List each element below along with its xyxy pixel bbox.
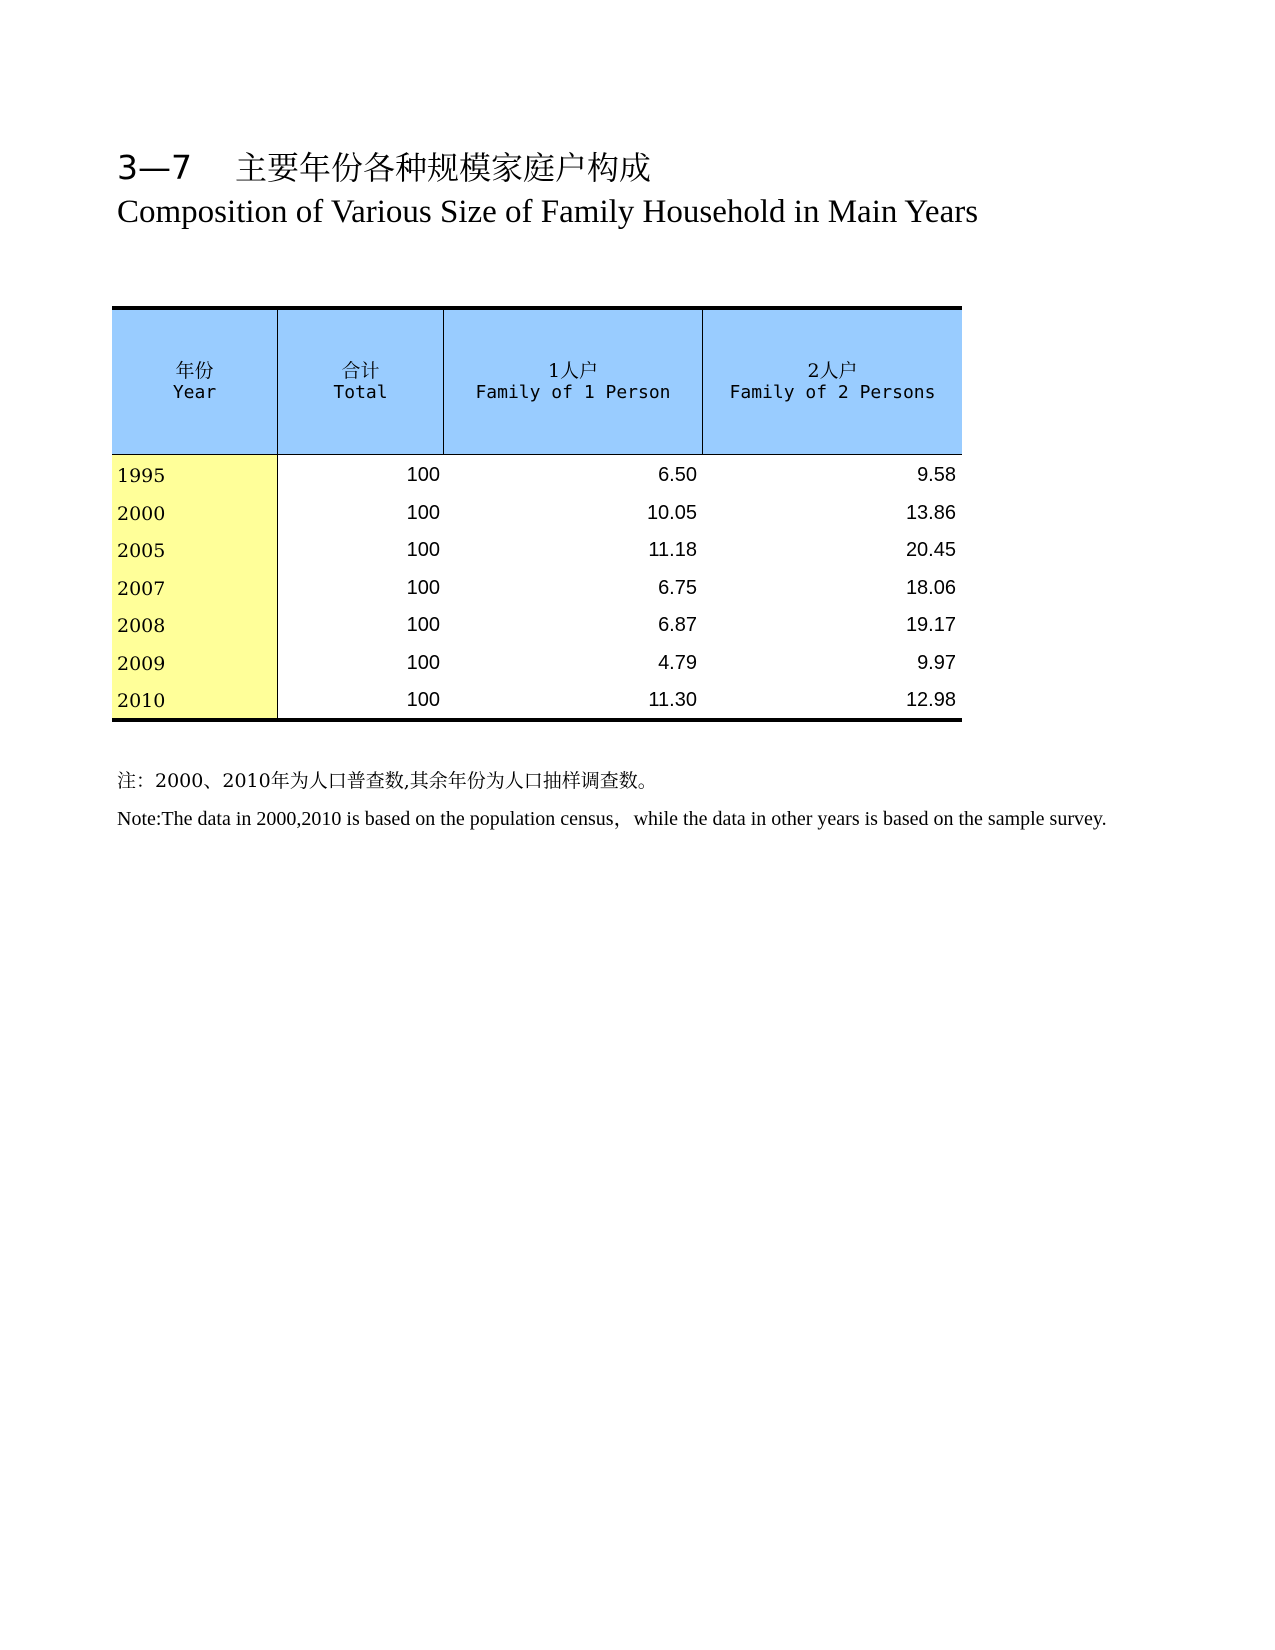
table-header [112, 306, 962, 454]
year-cell: 2000 [117, 502, 166, 525]
title-chinese [117, 146, 651, 190]
one-person-cell: 11.18 [648, 539, 697, 561]
two-persons-cell: 19.17 [905, 614, 956, 636]
header-1-person-cn: 1人户 [547, 360, 599, 382]
header-total-en: Total [333, 382, 388, 403]
table-row [112, 493, 962, 531]
two-persons-cell: 9.58 [917, 464, 956, 486]
header-total-cn: 合计 [341, 360, 380, 382]
title-cn-text: 主要年份各种规模家庭户构成 [235, 149, 652, 187]
one-person-cell: 10.05 [646, 501, 697, 524]
year-cell: 2008 [117, 615, 166, 637]
two-persons-cell: 18.06 [905, 576, 956, 599]
two-persons-cell: 20.45 [905, 539, 956, 561]
note-english: Note:The data in 2000,2010 is based on the population census，while the data in other years is based on the sample survey. [117, 808, 1107, 830]
table-row [112, 530, 962, 568]
header-year-en: Year [172, 382, 217, 403]
one-person-cell: 6.87 [658, 614, 697, 636]
header-2-persons [703, 310, 962, 454]
table-row [112, 680, 962, 718]
year-cell: 1995 [117, 465, 166, 487]
two-persons-cell: 9.97 [917, 651, 956, 674]
year-cell: 2005 [117, 540, 166, 562]
table-row [112, 643, 962, 681]
total-cell: 100 [406, 651, 440, 674]
two-persons-cell: 13.86 [905, 501, 956, 524]
total-cell: 100 [406, 464, 440, 486]
two-persons-cell: 12.98 [905, 689, 956, 711]
data-table [112, 306, 962, 722]
total-cell: 100 [406, 539, 440, 561]
header-1-person-en: Family of 1 Person [475, 382, 671, 403]
table-row [112, 455, 962, 493]
header-2-persons-en: Family of 2 Persons [729, 382, 936, 403]
one-person-cell: 11.30 [648, 689, 697, 711]
header-year [112, 310, 277, 454]
header-1-person [444, 310, 702, 454]
total-cell: 100 [406, 614, 440, 636]
total-cell: 100 [406, 576, 440, 599]
table-body [112, 454, 962, 722]
header-total [278, 310, 443, 454]
title-english: Composition of Various Size of Family Household in Main Years [117, 194, 979, 230]
total-cell: 100 [406, 501, 440, 524]
table-row [112, 568, 962, 606]
one-person-cell: 6.75 [658, 576, 697, 599]
total-cell: 100 [406, 689, 440, 711]
one-person-cell: 4.79 [658, 651, 697, 674]
year-cell: 2010 [117, 690, 166, 712]
table-row [112, 605, 962, 643]
header-year-cn: 年份 [175, 360, 214, 382]
year-cell: 2007 [117, 577, 166, 600]
one-person-cell: 6.50 [658, 464, 697, 486]
year-cell: 2009 [117, 652, 166, 675]
header-2-persons-cn: 2人户 [807, 360, 858, 382]
table-number: 3—7 [117, 148, 192, 187]
note-chinese: 注：2000、2010年为人口普查数,其余年份为人口抽样调查数。 [117, 770, 657, 792]
